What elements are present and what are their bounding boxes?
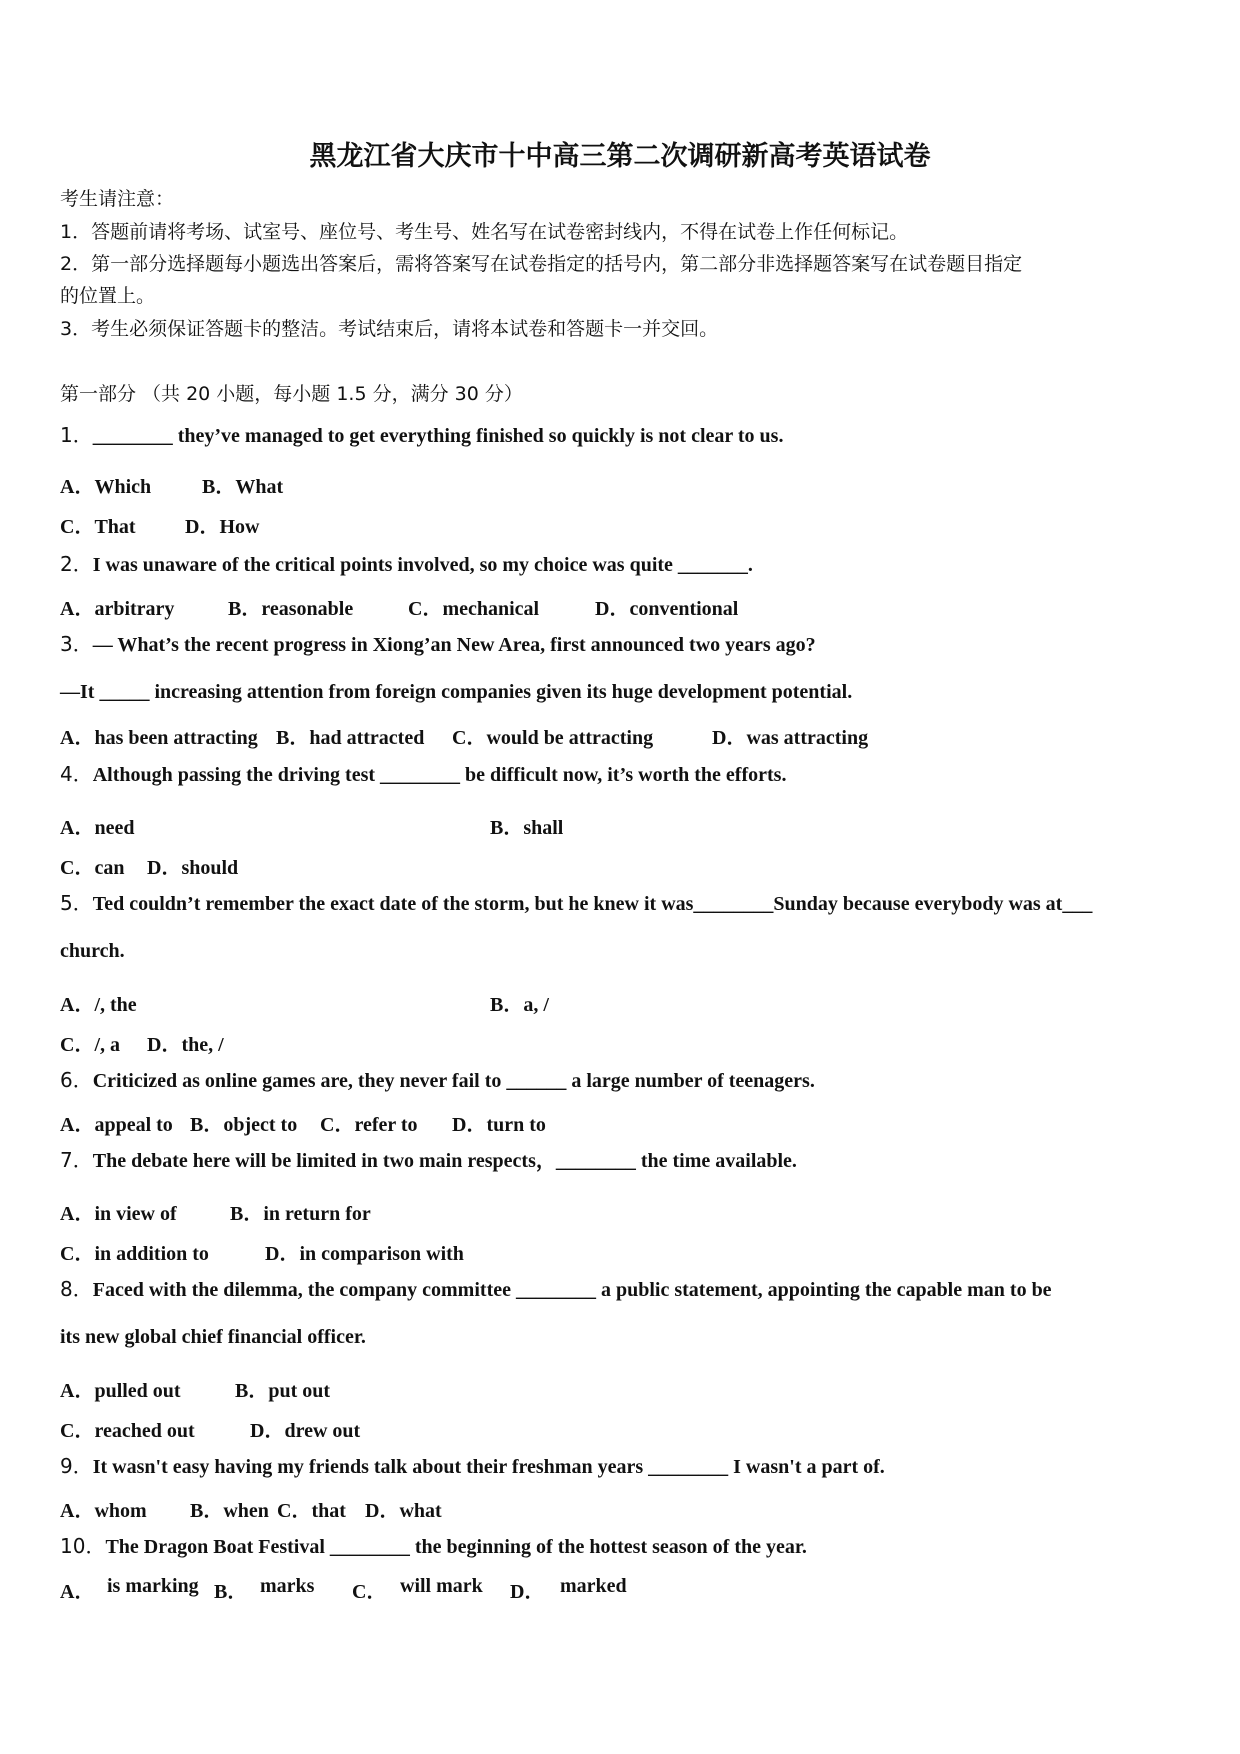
question-10	[60, 1534, 1190, 1559]
option-c[interactable]: C．That	[60, 516, 136, 538]
question-number: 6．	[60, 1068, 93, 1092]
notice-item: 3．考生必须保证答题卡的整洁。考试结束后，请将本试卷和答题卡一并交回。	[60, 318, 719, 340]
option-a[interactable]: A．whom	[60, 1500, 147, 1522]
option-b[interactable]: B．reasonable	[228, 598, 354, 620]
option-a[interactable]: A．has been attracting	[60, 727, 258, 749]
option-d[interactable]: D．in comparison with	[265, 1243, 464, 1265]
section-heading: 第一部分 （共 20 小题，每小题 1.5 分，满分 30 分）	[60, 383, 523, 405]
option-d[interactable]: D．conventional	[595, 598, 739, 620]
question-7	[60, 1148, 1190, 1173]
question-number: 2．	[60, 552, 93, 576]
question-number: 1．	[60, 423, 93, 447]
option-b[interactable]: B．a, /	[490, 994, 549, 1016]
option-d[interactable]: D．drew out	[250, 1420, 361, 1442]
option-d[interactable]: D．was attracting	[712, 727, 869, 749]
option-c[interactable]: C．mechanical	[408, 598, 540, 620]
question-number: 8．	[60, 1277, 93, 1301]
option-a-letter[interactable]: A．	[60, 1581, 95, 1603]
question-8	[60, 1277, 1220, 1302]
option-b[interactable]: B．shall	[490, 817, 564, 839]
option-b[interactable]: B．when	[190, 1500, 269, 1522]
question-text: Criticized as online games are, they never fail to ______ a large number of teenagers.	[92, 1070, 815, 1092]
option-b[interactable]: B．What	[202, 476, 284, 498]
option-b[interactable]: B．had attracted	[276, 727, 425, 749]
question-text: I was unaware of the critical points involved, so my choice was quite _______.	[92, 554, 753, 576]
option-c[interactable]: C．/, a	[60, 1034, 120, 1056]
question-8-continued: its new global chief financial officer.	[60, 1326, 366, 1348]
option-b[interactable]: marks	[260, 1575, 315, 1597]
option-d-letter[interactable]: D．	[510, 1581, 545, 1603]
option-d[interactable]: D．the, /	[147, 1034, 224, 1056]
option-d[interactable]: D．How	[185, 516, 260, 538]
option-c[interactable]: will mark	[400, 1575, 483, 1597]
option-c[interactable]: C．can	[60, 857, 125, 879]
question-1	[60, 423, 1190, 448]
question-number: 4．	[60, 762, 93, 786]
question-number: 5．	[60, 891, 93, 915]
option-d[interactable]: marked	[560, 1575, 627, 1597]
option-c[interactable]: C．would be attracting	[452, 727, 654, 749]
question-text: Ted couldn’t remember the exact date of the storm, but he knew it was________Sunday because everybody was at___	[92, 893, 1093, 915]
question-number: 10．	[60, 1534, 106, 1558]
option-c[interactable]: C．in addition to	[60, 1243, 209, 1265]
option-c[interactable]: C．refer to	[320, 1114, 418, 1136]
option-a[interactable]: A．/, the	[60, 994, 137, 1016]
question-text: ________ they’ve managed to get everything finished so quickly is not clear to us.	[92, 425, 784, 447]
question-5-continued: church.	[60, 940, 125, 962]
option-b[interactable]: B．put out	[235, 1380, 331, 1402]
option-b[interactable]: B．object to	[190, 1114, 298, 1136]
option-d[interactable]: D．should	[147, 857, 239, 879]
question-number: 9．	[60, 1454, 93, 1478]
option-a[interactable]: A．Which	[60, 476, 152, 498]
question-6	[60, 1068, 1190, 1093]
option-b-letter[interactable]: B．	[214, 1581, 248, 1603]
question-9	[60, 1454, 1190, 1479]
question-2	[60, 552, 1190, 577]
option-a[interactable]: A．pulled out	[60, 1380, 181, 1402]
question-4	[60, 762, 1190, 787]
question-text: — What’s the recent progress in Xiong’an New Area, first announced two years ago?	[92, 634, 816, 656]
option-a[interactable]: A．appeal to	[60, 1114, 173, 1136]
option-a[interactable]: is marking	[107, 1575, 199, 1597]
question-text: The debate here will be limited in two main respects，________ the time available.	[92, 1150, 797, 1172]
notice-heading: 考生请注意：	[60, 188, 175, 210]
option-c[interactable]: C．reached out	[60, 1420, 195, 1442]
question-number: 3．	[60, 632, 93, 656]
option-a[interactable]: A．in view of	[60, 1203, 177, 1225]
option-c[interactable]: C．that	[277, 1500, 346, 1522]
option-d[interactable]: D．what	[365, 1500, 442, 1522]
question-text: Although passing the driving test ________ be difficult now, it’s worth the efforts.	[92, 764, 787, 786]
question-number: 7．	[60, 1148, 93, 1172]
question-5	[60, 891, 1220, 916]
page-title: 黑龙江省大庆市十中高三第二次调研新高考英语试卷	[309, 141, 931, 172]
notice-item: 2．第一部分选择题每小题选出答案后，需将答案写在试卷指定的括号内，第二部分非选择题答案写在试卷题目指定	[60, 253, 1023, 275]
question-3	[60, 632, 1190, 657]
question-3-reply: —It _____ increasing attention from foreign companies given its huge development potential.	[60, 681, 853, 703]
option-a[interactable]: A．need	[60, 817, 135, 839]
option-c-letter[interactable]: C．	[352, 1581, 387, 1603]
question-text: It wasn't easy having my friends talk about their freshman years ________ I wasn't a part of.	[92, 1456, 885, 1478]
option-d[interactable]: D．turn to	[452, 1114, 546, 1136]
notice-item: 1．答题前请将考场、试室号、座位号、考生号、姓名写在试卷密封线内，不得在试卷上作任何标记。	[60, 221, 909, 243]
question-text: The Dragon Boat Festival ________ the beginning of the hottest season of the year.	[105, 1536, 807, 1558]
option-b[interactable]: B．in return for	[230, 1203, 371, 1225]
question-text: Faced with the dilemma, the company committee ________ a public statement, appointing the capable man to be	[92, 1279, 1052, 1301]
option-a[interactable]: A．arbitrary	[60, 598, 175, 620]
notice-item: 的位置上。	[60, 285, 156, 307]
